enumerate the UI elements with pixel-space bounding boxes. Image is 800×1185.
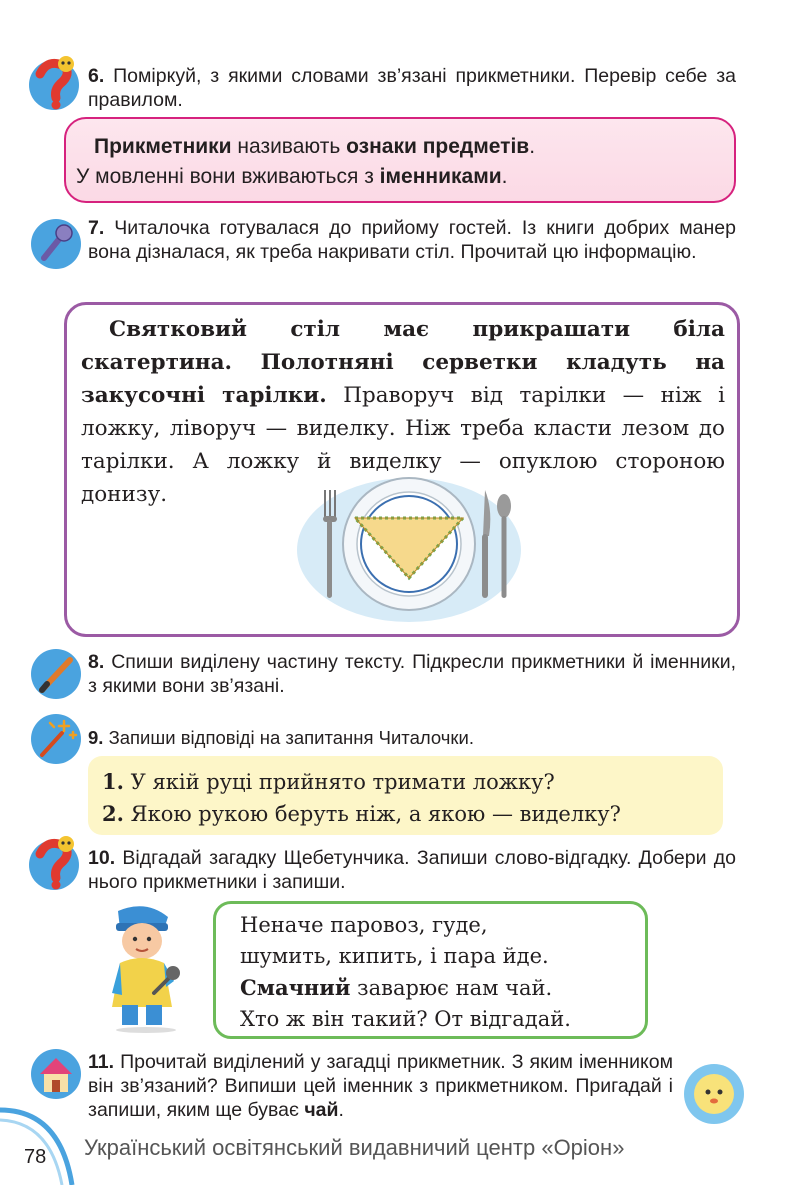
rule-box <box>64 117 736 203</box>
smiley-icon <box>683 1063 745 1125</box>
rule-term: ознаки предметів <box>346 135 530 158</box>
question-text: У якій руці прийнято тримати ложку? <box>130 770 555 794</box>
table-setting-illustration <box>293 470 525 625</box>
pen-icon <box>30 648 82 700</box>
rule-term: іменниками <box>379 165 502 188</box>
question-mark-icon <box>28 832 80 892</box>
task-number: 8. <box>88 651 105 673</box>
rule-term: Прикметники <box>94 135 232 158</box>
question-item <box>102 798 723 830</box>
page-corner-decoration <box>0 1100 90 1185</box>
question-mark-icon <box>28 52 80 112</box>
riddle-line: Хто ж він такий? От відгадай. <box>240 1007 571 1031</box>
question-text: Якою рукою беруть ніж, а якою — виделку? <box>130 802 621 826</box>
task-9 <box>88 726 736 750</box>
rule-text: . <box>529 135 536 158</box>
riddle-line: Неначе паровоз, гуде, <box>240 913 488 937</box>
task-8 <box>88 650 736 698</box>
questions-box <box>88 756 723 835</box>
info-rest: Праворуч від тарілки — ніж і ложку, ліворуч — виделку. Ніж треба класти лезом до тарілки. А ложку й виделку — опуклою стороною донизу. <box>81 383 725 507</box>
task-bold-word: чай <box>304 1099 339 1121</box>
page-number: 78 <box>24 1146 47 1168</box>
riddle-text: заварює нам чай. <box>350 976 553 1000</box>
house-icon <box>30 1048 82 1100</box>
info-box <box>64 302 740 637</box>
task-text: Відгадай загадку Щебетунчика. Запиши слово-відгадку. Добери до нього прикметники і запиши. <box>88 847 737 893</box>
task-number: 7. <box>88 217 105 239</box>
task-11 <box>88 1050 673 1122</box>
question-item <box>102 766 723 798</box>
rule-text: У мовленні вони вживаються з <box>76 165 380 188</box>
rule-text: називають <box>231 135 347 158</box>
plate-icon <box>343 478 475 610</box>
task-text: . <box>338 1099 344 1121</box>
task-text: Поміркуй, з якими словами зв’язані прикметники. Перевір себе за правилом. <box>88 65 736 111</box>
rule-line-2 <box>76 162 724 192</box>
microphone-icon <box>30 218 82 270</box>
task-7 <box>88 216 736 264</box>
task-text: Спиши виділену частину тексту. Підкресли прикметники й іменники, з якими вони зв’язані. <box>88 651 737 697</box>
rule-line-1 <box>76 132 724 162</box>
rule-text: . <box>501 165 508 188</box>
task-6 <box>88 64 736 112</box>
riddle-line <box>240 972 645 1004</box>
boy-with-microphone-illustration <box>100 905 192 1033</box>
question-number: 1. <box>102 769 124 794</box>
task-text: Прочитай виділений у загадці прикметник. З яким іменником він зв’язаний? Випиши цей іменник з прикметником. Пригадай і запиши, яким ще буває <box>88 1051 673 1121</box>
task-10 <box>88 846 736 894</box>
task-number: 11. <box>88 1051 115 1073</box>
publisher-footer: Український освітянський видавничий центр «Оріон» <box>84 1135 625 1160</box>
riddle-box <box>213 901 648 1039</box>
task-text: Читалочка готувалася до прийому гостей. Із книги добрих манер вона дізналася, як треба накривати стіл. Прочитай цю інформацію. <box>88 217 736 263</box>
task-number: 9. <box>88 727 104 748</box>
riddle-adjective: Смачний <box>240 975 351 1000</box>
question-number: 2. <box>102 801 124 826</box>
task-text: Запиши відповіді на запитання Читалочки. <box>108 727 474 748</box>
task-number: 10. <box>88 847 116 869</box>
task-number: 6. <box>88 65 105 87</box>
riddle-line: шумить, кипить, і пара йде. <box>240 944 549 968</box>
info-bold: Святковий стіл має прикрашати біла скатертина. Полотняні серветки кладуть на закусочні тарілки. <box>81 317 725 408</box>
sparkle-wand-icon <box>30 713 82 765</box>
